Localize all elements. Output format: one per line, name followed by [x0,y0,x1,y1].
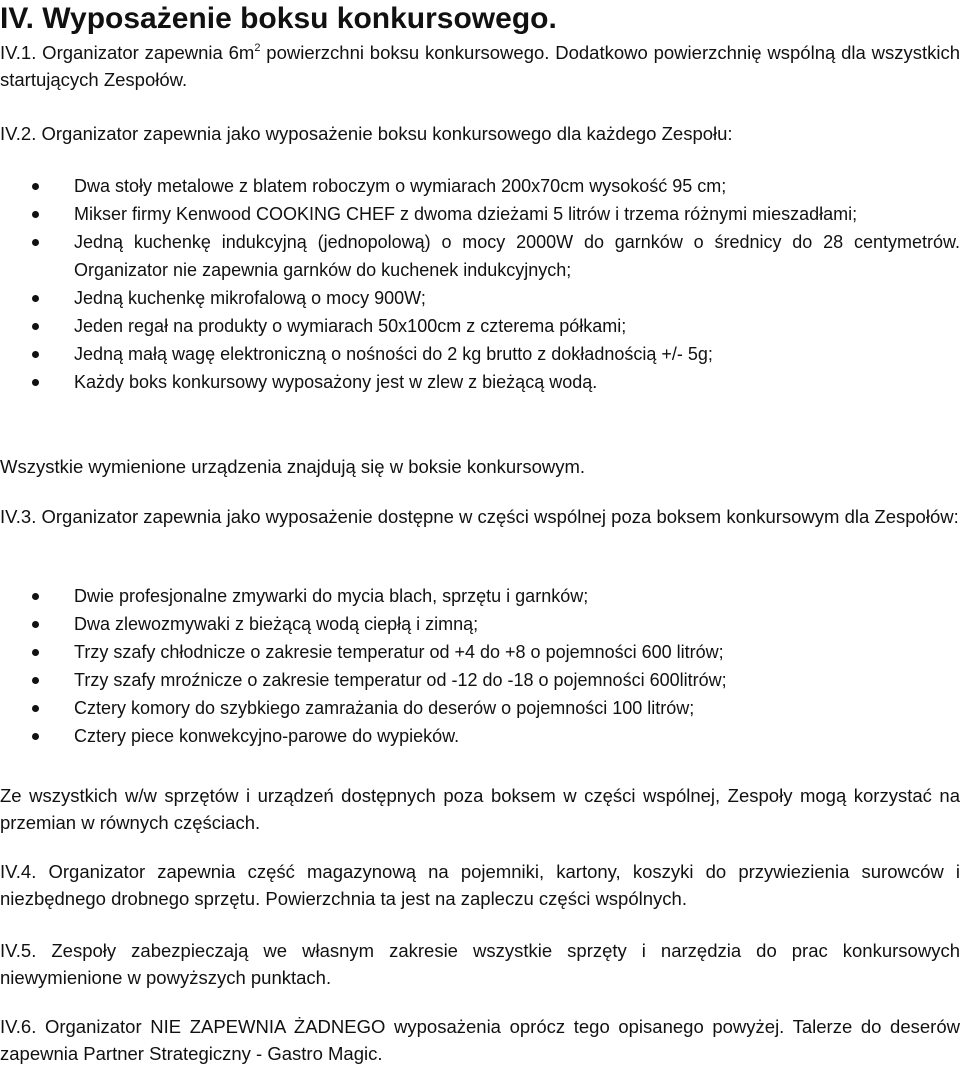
bullet-icon [32,323,39,330]
paragraph-iv-3: IV.3. Organizator zapewnia jako wyposażenie dostępne w części wspólnej poza boksem konkursowym dla Zespołów: [0,506,959,527]
bullet-icon [32,621,39,628]
box-equipment-list [0,172,960,396]
bullet-icon [32,295,39,302]
bullet-icon [32,239,39,246]
list-item: Dwa zlewozmywaki z bieżącą wodą ciepłą i zimną; [0,610,960,638]
list-item: Cztery piece konwekcyjno-parowe do wypieków. [0,722,960,750]
bullet-icon [32,705,39,712]
paragraph-iv-4: IV.4. Organizator zapewnia część magazynową na pojemniki, kartony, koszyki do przywiezienia surowców i niezbędnego drobnego sprzętu. Powierzchnia ta jest na zapleczu części wspólnych. [0,861,960,909]
paragraph-iv-5: IV.5. Zespoły zabezpieczają we własnym zakresie wszystkie sprzęty i narzędzia do prac konkursowych niewymienione w powyższych punktach. [0,940,960,988]
section-heading: IV. Wyposażenie boksu konkursowego. [0,2,557,35]
list-item: Każdy boks konkursowy wyposażony jest w zlew z bieżącą wodą. [0,368,960,396]
superscript-2: 2 [254,42,261,54]
list-item: Trzy szafy mroźnicze o zakresie temperatur od -12 do -18 o pojemności 600litrów; [0,666,960,694]
bullet-icon [32,733,39,740]
list-item: Trzy szafy chłodnicze o zakresie temperatur od +4 do +8 o pojemności 600 litrów; [0,638,960,666]
paragraph-iv-1-text-a: Organizator zapewnia 6m [36,42,255,63]
bullet-icon [32,677,39,684]
list-item: Jeden regał na produkty o wymiarach 50x100cm z czterema półkami; [0,312,960,340]
paragraph-iv-1-text-b: powierzchni boksu konkursowego. Dodatkowo powierzchnię wspólną dla wszystkich startujących Zespołów. [0,42,960,90]
list-item: Jedną małą wagę elektroniczną o nośności do 2 kg brutto z dokładnością +/- 5g; [0,340,960,368]
bullet-icon [32,379,39,386]
bullet-icon [32,593,39,600]
paragraph-iv-6: IV.6. Organizator NIE ZAPEWNIA ŻADNEGO wyposażenia oprócz tego opisanego powyżej. Talerze do deserów zapewnia Partner Strategiczny - Gastro Magic. [0,1016,960,1064]
list-item: Dwa stoły metalowe z blatem roboczym o wymiarach 200x70cm wysokość 95 cm; [0,172,960,200]
list-item: Cztery komory do szybkiego zamrażania do deserów o pojemności 100 litrów; [0,694,960,722]
paragraph-shared-use: Ze wszystkich w/w sprzętów i urządzeń dostępnych poza boksem w części wspólnej, Zespoły mogą korzystać na przemian w równych częściach. [0,785,960,833]
bullet-icon [32,351,39,358]
list-item: Jedną kuchenkę mikrofalową o mocy 900W; [0,284,960,312]
list-item: Jedną kuchenkę indukcyjną (jednopolową) o mocy 2000W do garnków o średnicy do 28 centymetrów. Organizator nie zapewnia garnków do kuchenek indukcyjnych; [0,228,960,284]
bullet-icon [32,649,39,656]
paragraph-iv-1-number: IV.1. [0,42,37,63]
list-item: Mikser firmy Kenwood COOKING CHEF z dwoma dzieżami 5 litrów i trzema różnymi mieszadłami; [0,200,960,228]
paragraph-iv-2: IV.2. Organizator zapewnia jako wyposażenie boksu konkursowego dla każdego Zespołu: [0,123,733,144]
list-item: Dwie profesjonalne zmywarki do mycia blach, sprzętu i garnków; [0,582,960,610]
bullet-icon [32,211,39,218]
paragraph-iv-1 [0,39,960,93]
paragraph-summary: Wszystkie wymienione urządzenia znajdują się w boksie konkursowym. [0,456,586,477]
bullet-icon [32,183,39,190]
common-area-equipment-list [0,582,960,750]
